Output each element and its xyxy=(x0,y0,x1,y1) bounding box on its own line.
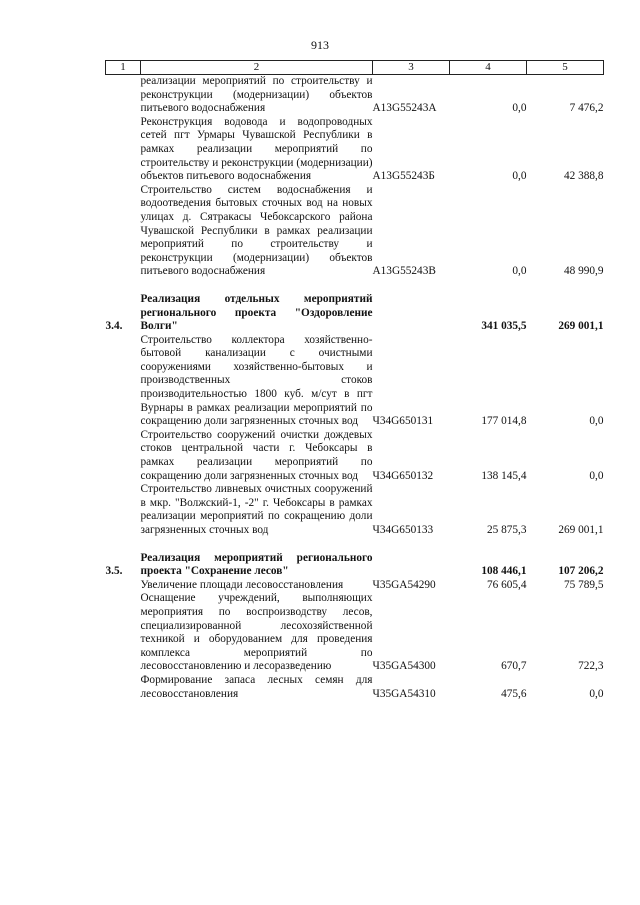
table-row xyxy=(106,592,604,674)
row-value-col5: 0,0 xyxy=(589,687,604,700)
row-code: Ч35GА54310 xyxy=(372,687,436,700)
row-number xyxy=(106,116,141,184)
row-code: Ч34G650132 xyxy=(372,469,434,482)
row-value-col4: 138 145,4 xyxy=(481,469,527,482)
row-value-col5: 42 388,8 xyxy=(563,170,604,183)
row-value-col5: 269 001,1 xyxy=(558,524,604,536)
table-row xyxy=(106,75,604,116)
section-total-col5: 269 001,1 xyxy=(558,320,604,333)
row-value-col4: 0,0 xyxy=(512,102,527,115)
row-value-col5: 722,3 xyxy=(578,660,604,673)
section-row xyxy=(106,552,604,579)
row-value-col5: 75 789,5 xyxy=(563,578,604,591)
row-number xyxy=(106,184,141,279)
row-number xyxy=(106,674,141,701)
section-title: Реализация отдельных мероприятий регионального проекта "Оздоровление Волги" xyxy=(140,292,373,333)
column-header-2: 2 xyxy=(141,61,373,75)
row-value-col4: 0,0 xyxy=(512,170,527,183)
row-value-col4: 76 605,4 xyxy=(486,578,527,591)
row-number xyxy=(106,429,141,483)
row-description: Формирование запаса лесных семян для лесовосстановления xyxy=(140,673,373,700)
row-value-col5: 48 990,9 xyxy=(563,265,604,278)
row-code: А13G55243А xyxy=(372,102,437,115)
section-number: 3.4. xyxy=(105,320,123,333)
section-title: Реализация мероприятий регионального проекта "Сохранение лесов" xyxy=(140,551,373,578)
page-number: 913 xyxy=(311,38,329,52)
table-row xyxy=(106,674,604,701)
row-number xyxy=(106,579,141,593)
row-code xyxy=(373,293,450,334)
table-row xyxy=(106,483,604,537)
row-description: Увеличение площади лесовосстановления xyxy=(140,578,344,591)
section-number: 3.5. xyxy=(105,565,123,578)
row-number xyxy=(106,592,141,674)
row-description: Строительство систем водоснабжения и водоотведения бытовых сточных вод на новых улицах д. Сятракасы Чебоксарского района Чувашской Республики в рамках реализации мероприятий по строительству и реконструкции (модернизации) объектов питьевого водоснабжения xyxy=(140,183,373,278)
row-value-col4: 25 875,3 xyxy=(486,524,527,536)
budget-table xyxy=(105,60,604,701)
section-total-col4: 108 446,1 xyxy=(481,565,527,578)
row-value-col5: 0,0 xyxy=(589,469,604,482)
column-header-1: 1 xyxy=(106,61,141,75)
column-header-5: 5 xyxy=(527,61,604,75)
row-value-col4: 475,6 xyxy=(501,687,527,700)
table-row xyxy=(106,429,604,483)
section-row xyxy=(106,293,604,334)
spacer-row xyxy=(106,279,604,293)
row-value-col4: 177 014,8 xyxy=(481,415,527,428)
row-description: Строительство коллектора хозяйственно-бытовой канализации с очистными сооружениями хозяйственно-бытовых и производственных стоков производительностью 1800 куб. м/сут в пгт Вурнары в рамках реализации мероприятий по сокращению доли загрязненных сточных вод xyxy=(140,333,373,428)
row-number xyxy=(106,75,141,116)
spacer-row xyxy=(106,538,604,552)
row-code: А13G55243В xyxy=(372,265,436,278)
column-header-3: 3 xyxy=(373,61,450,75)
row-value-col4: 0,0 xyxy=(512,265,527,278)
row-description: Оснащение учреждений, выполняющих мероприятия по воспроизводству лесов, специализированной лесохозяйственной техникой и оборудованием для проведения комплекса мероприятий по лесовосстановлению и лесоразведению xyxy=(140,592,373,673)
row-description: Реконструкция водовода и водопроводных сетей пгт Урмары Чувашской Республики в рамках реализации мероприятий по строительству и реконструкции (модернизации) объектов питьевого водоснабжения xyxy=(140,115,373,183)
row-code xyxy=(373,552,450,579)
row-number xyxy=(106,334,141,429)
row-code: Ч34G650133 xyxy=(372,524,434,536)
row-value-col5: 7 476,2 xyxy=(569,102,604,115)
column-header-row xyxy=(106,61,604,75)
table-row xyxy=(106,334,604,429)
table-row xyxy=(106,579,604,593)
row-value-col5: 0,0 xyxy=(589,415,604,428)
row-description: реализации мероприятий по строительству и реконструкции (модернизации) объектов питьевого водоснабжения xyxy=(140,75,373,115)
row-code: Ч35GА54290 xyxy=(372,578,436,591)
row-description: Строительство ливневых очистных сооружений в мкр. "Волжский-1, -2" г. Чебоксары в рамках реализации мероприятий по сокращению доли загрязненных сточных вод xyxy=(140,483,373,536)
section-total-col5: 107 206,2 xyxy=(558,565,604,578)
table-row xyxy=(106,116,604,184)
row-code: Ч34G650131 xyxy=(372,415,434,428)
table-row xyxy=(106,184,604,279)
row-number xyxy=(106,483,141,537)
row-code: А13G55243Б xyxy=(372,170,435,183)
column-header-4: 4 xyxy=(450,61,527,75)
row-description: Строительство сооружений очистки дождевых стоков центральной части г. Чебоксары в рамках реализации мероприятий по сокращению доли загрязненных сточных вод xyxy=(140,428,373,482)
row-value-col4: 670,7 xyxy=(501,660,527,673)
section-total-col4: 341 035,5 xyxy=(481,320,527,333)
row-code: Ч35GА54300 xyxy=(372,660,436,673)
